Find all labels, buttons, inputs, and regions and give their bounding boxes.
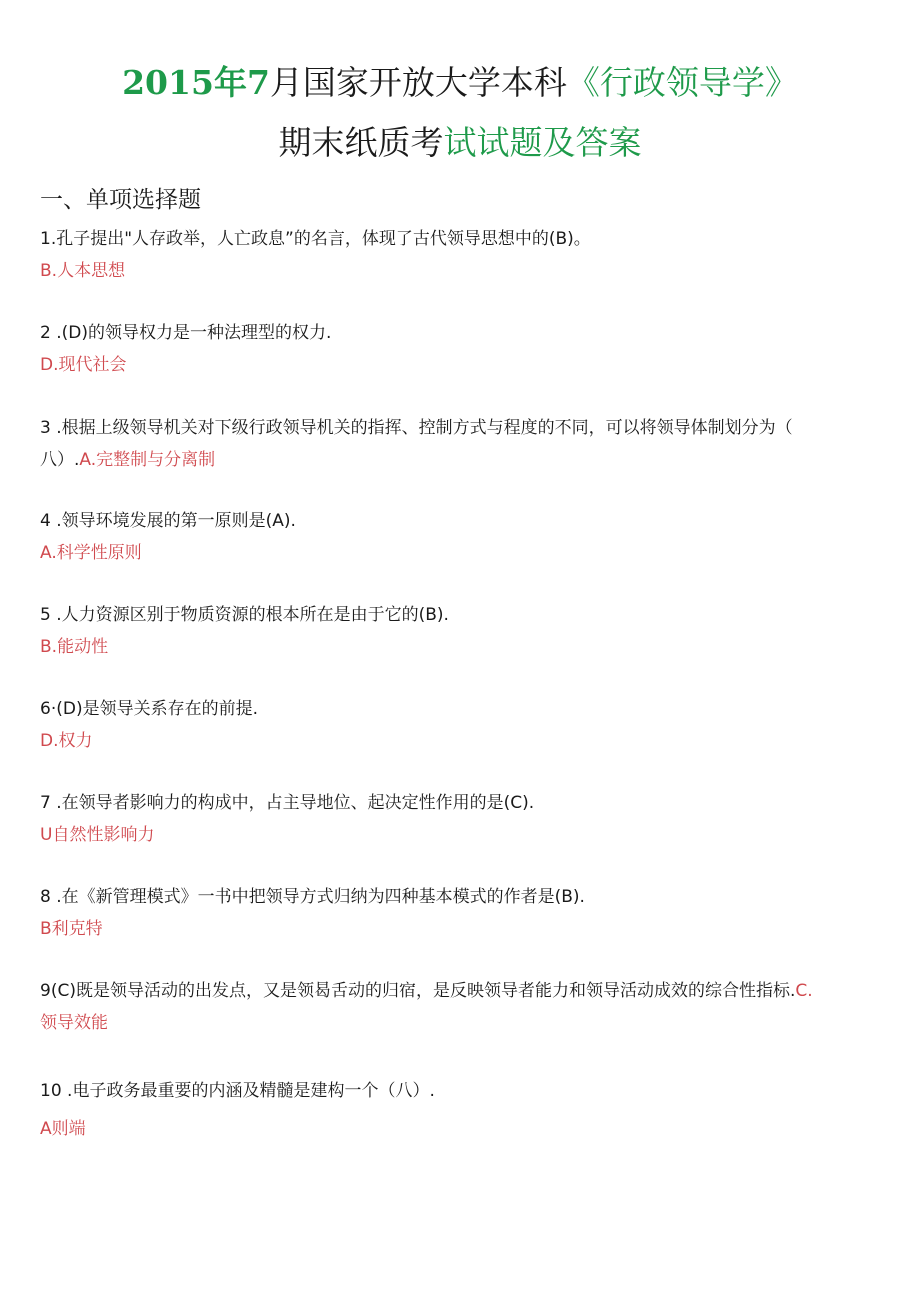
question-3-continuation	[40, 444, 880, 476]
question-2: 2 .(D)的领导权力是一种法理型的权力.	[40, 323, 332, 343]
question-3: 3 .根据上级领导机关对下级行政领导机关的指挥、控制方式与程度的不同，可以将领导体制划分为（	[40, 418, 793, 438]
answer-6: D.权力	[40, 731, 93, 751]
section-heading: 一、单项选择题	[40, 187, 201, 213]
answer-4: A.科学性原则	[40, 543, 142, 563]
answer-9-letter: C.	[795, 981, 813, 1001]
title-exam-suffix: 试试题及答案	[443, 123, 642, 162]
question-8: 8 .在《新管理模式》一书中把领导方式归纳为四种基本模式的作者是(B).	[40, 887, 585, 907]
answer-9: 领导效能	[40, 1013, 108, 1033]
answer-8: B利克特	[40, 919, 103, 939]
question-10: 10 .电子政务最重要的内涵及精髓是建构一个（八）.	[40, 1081, 435, 1101]
answer-7: U自然性影响力	[40, 825, 155, 845]
question-5: 5 .人力资源区别于物质资源的根本所在是由于它的(B).	[40, 605, 449, 625]
title-year: 2015年7	[122, 63, 270, 102]
title-exam-type: 期末纸质考	[278, 123, 444, 162]
question-6: 6·(D)是领导关系存在的前提.	[40, 699, 258, 719]
answer-10: A则端	[40, 1119, 86, 1139]
title-course-name: 《行政领导学》	[566, 63, 798, 102]
question-9	[40, 975, 880, 1007]
answer-1: B.人本思想	[40, 261, 126, 281]
question-4: 4 .领导环境发展的第一原则是(A).	[40, 511, 296, 531]
answer-3: A.完整制与分离制	[79, 450, 216, 470]
question-1: 1.孔子提出"人存政举，人亡政息”的名言，体现了古代领导思想中的(B)。	[40, 229, 591, 249]
question-3-tail: 八）.	[40, 450, 80, 470]
question-9-text: 9(C)既是领导活动的出发点，又是领曷舌动的归宿，是反映领导者能力和领导活动成效的综合性指标.	[40, 981, 796, 1001]
title-institution: 月国家开放大学本科	[269, 63, 567, 102]
document-title-line-1	[0, 63, 920, 103]
answer-5: B.能动性	[40, 637, 109, 657]
answer-2: D.现代社会	[40, 355, 127, 375]
document-title-line-2	[0, 123, 920, 163]
question-7: 7 .在领导者影响力的构成中，占主导地位、起决定性作用的是(C).	[40, 793, 535, 813]
